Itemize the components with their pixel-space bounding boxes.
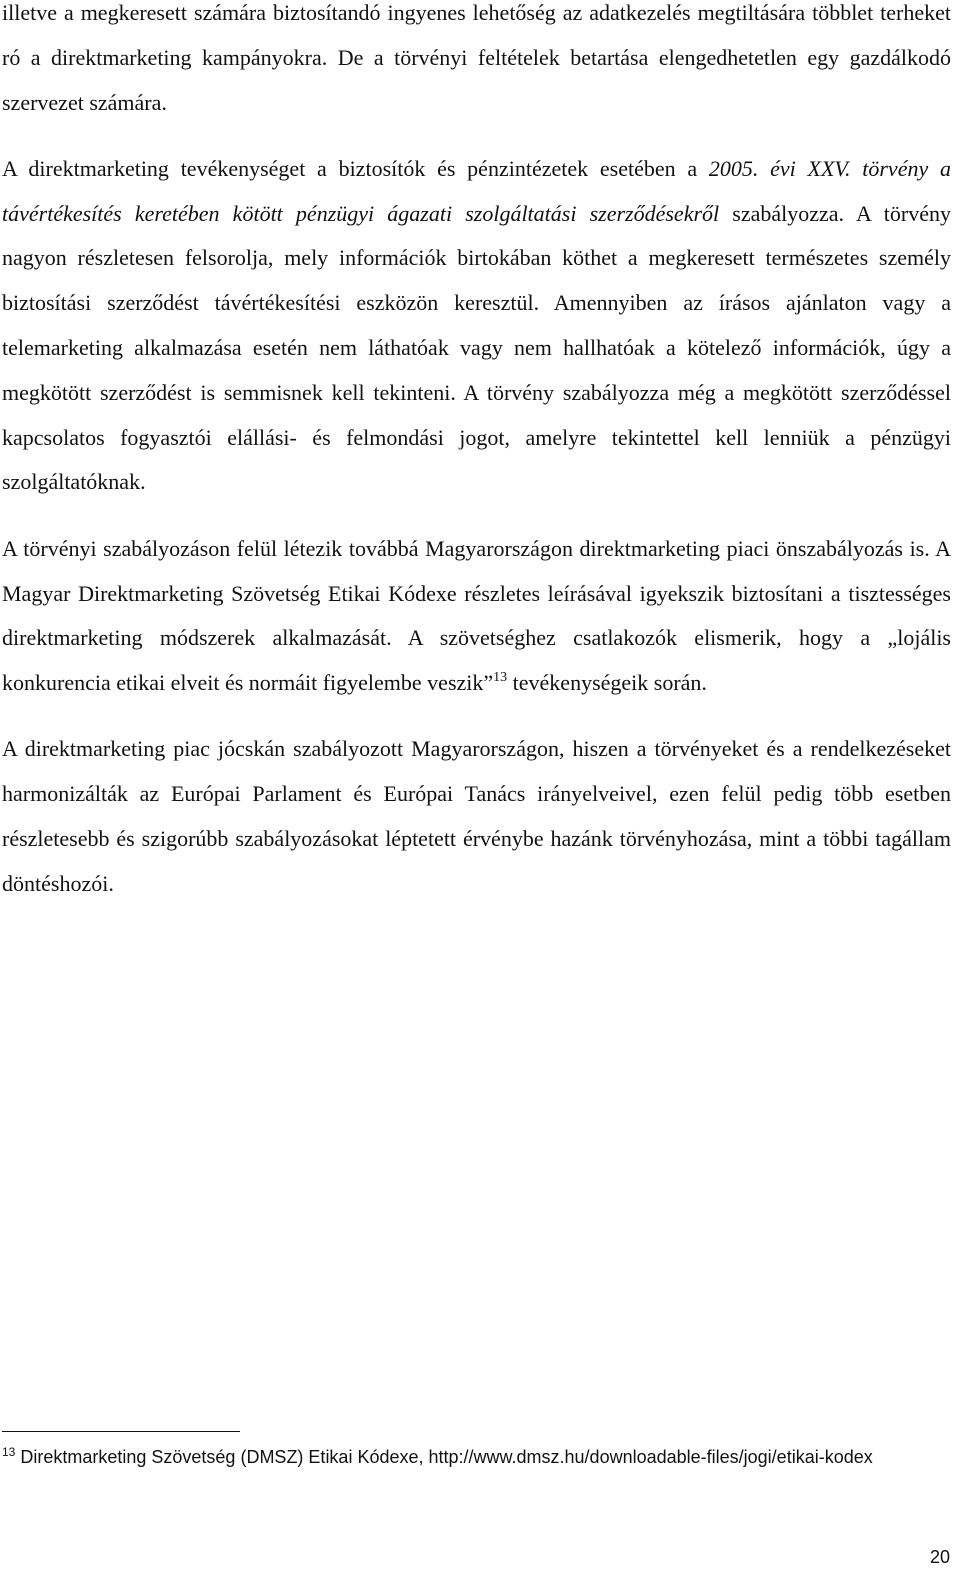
- paragraph-4: [2, 727, 951, 906]
- body-text: [2, 0, 951, 907]
- paragraph-1: [2, 0, 951, 125]
- footnote-text: Direktmarketing Szövetség (DMSZ) Etikai Kódexe, http://www.dmsz.hu/downloadable-files/jogi/etikai-kodex: [15, 1447, 873, 1467]
- page-number: 20: [929, 1547, 950, 1567]
- paragraph-4-text: A direktmarketing piac jócskán szabályozott Magyarországon, hiszen a törvényeket és a rendelkezéseket harmonizálták az Európai Parlament és Európai Tanács irányelveivel, ezen felül pedig több esetben részletesebb és szigorúbb szabályozásokat léptetett érvénybe hazánk törvényhozása, mint a többi tagállam döntéshozói.: [2, 736, 951, 896]
- footnote-number: 13: [2, 1445, 16, 1459]
- law-citation: 2005. évi XXV. törvény a távértékesítés keretében kötött pénzügyi ágazati szolgáltatási szerződésekről: [2, 155, 951, 226]
- paragraph-3: [2, 527, 951, 706]
- footnote-reference[interactable]: 13: [493, 670, 508, 686]
- footnote: [2, 1443, 932, 1471]
- paragraph-1-text: illetve a megkeresett számára biztosítandó ingyenes lehetőség az adatkezelés megtiltására többlet terheket ró a direktmarketing kampányokra. De a törvényi feltételek betartása elengedhetetlen egy gazdálkodó szervezet számára.: [2, 0, 951, 115]
- paragraph-2-lead: A direktmarketing tevékenységet a biztosítók és pénzintézetek esetében a: [2, 155, 709, 181]
- paragraph-3-lead: A törvényi szabályozáson felül létezik továbbá Magyarországon direktmarketing piaci önszabályozás is. A Magyar Direktmarketing Szövetség Etikai Kódexe részletes leírásával igyekszik biztosítani a tisztességes direktmarketing módszerek alkalmazását. A szövetséghez csatlakozók elismerik, hogy a „lojális konkurencia etikai elveit és normáit figyelembe veszik”: [2, 535, 951, 696]
- paragraph-2-rest: szabályozza. A törvény nagyon részletesen felsorolja, mely információk birtokában köthet a megkeresett természetes személy biztosítási szerződést távértékesítési eszközön keresztül. Amennyiben az írásos ajánlaton vagy a telemarketing alkalmazása esetén nem láthatóak vagy nem hallhatóak a kötelező információk, úgy a megkötött szerződést is semmisnek kell tekinteni. A törvény szabályozza még a megkötött szerződéssel kapcsolatos fogyasztói elállási- és felmondási jogot, amelyre tekintettel kell lenniük a pénzügyi szolgáltatóknak.: [2, 200, 951, 495]
- paragraph-3-rest: tevékenységeik során.: [507, 670, 707, 696]
- footnote-separator: [2, 1431, 240, 1432]
- paragraph-2: [2, 147, 951, 505]
